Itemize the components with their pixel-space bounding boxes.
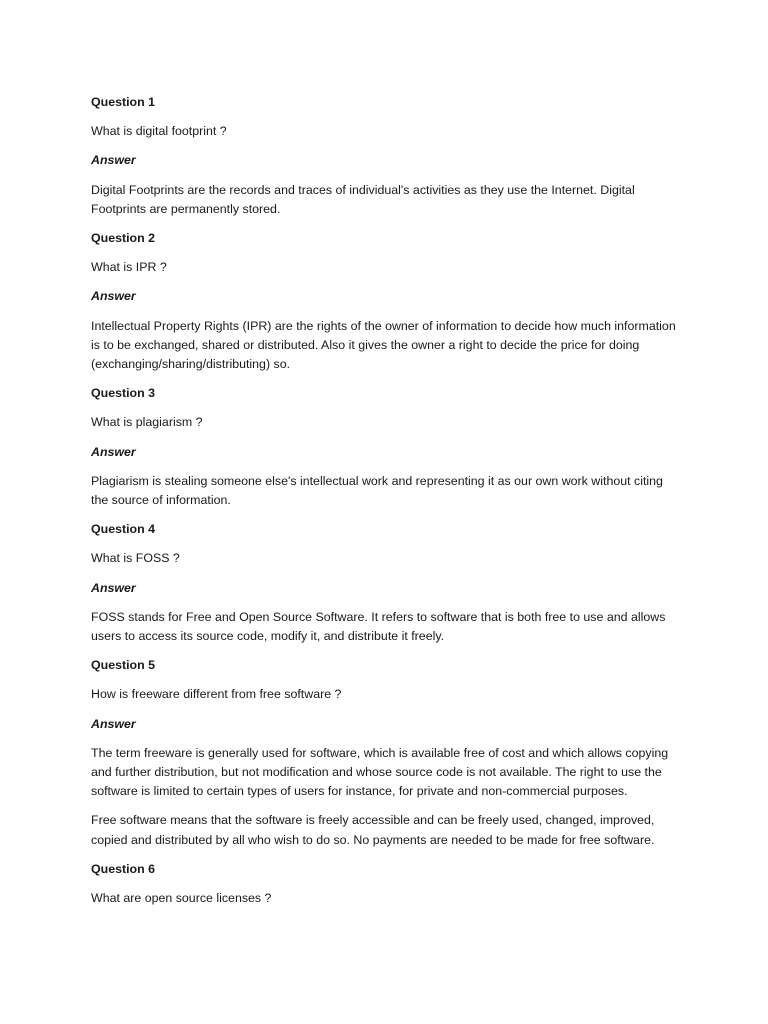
question-4-text: What is FOSS ? xyxy=(91,551,180,566)
answer-4-label: Answer xyxy=(91,580,136,595)
question-2-label: Question 2 xyxy=(91,231,156,246)
question-3-label: Question 3 xyxy=(91,386,156,401)
question-5-text: How is freeware different from free software ? xyxy=(91,687,342,702)
question-6-text: What are open source licenses ? xyxy=(91,891,272,906)
answer-4-text: FOSS stands for Free and Open Source Software. It refers to software that is both free to use and allows users to access its source code, modify it, and distribute it freely. xyxy=(91,609,666,644)
question-4-label: Question 4 xyxy=(91,522,156,537)
answer-5-text-paragraph-1: The term freeware is generally used for software, which is available free of cost and which allows copying and further distribution, but not modification and whose source code is not available. The right to use the software is limited to certain types of users for instance, for private and non-commercial purposes. xyxy=(91,745,669,799)
question-1-text: What is digital footprint ? xyxy=(91,124,227,139)
document-page xyxy=(91,93,681,918)
answer-3-text: Plagiarism is stealing someone else's intellectual work and representing it as our own work without citing the source of information. xyxy=(91,473,663,508)
question-2-text: What is IPR ? xyxy=(91,260,167,275)
question-6-label: Question 6 xyxy=(91,861,156,876)
answer-5-label: Answer xyxy=(91,716,136,731)
answer-3-label: Answer xyxy=(91,444,136,459)
answer-1-text: Digital Footprints are the records and traces of individual's activities as they use the Internet. Digital Footprints are permanently stored. xyxy=(91,182,635,216)
question-3-text: What is plagiarism ? xyxy=(91,415,203,430)
question-5-label: Question 5 xyxy=(91,658,156,673)
answer-1-label: Answer xyxy=(91,153,136,168)
answer-2-label: Answer xyxy=(91,289,136,304)
answer-2-text: Intellectual Property Rights (IPR) are the rights of the owner of information to decide how much information is to be exchanged, shared or distributed. Also it gives the owner a right to decide the price for doing (exchanging/sharing/distributing) so. xyxy=(91,318,676,372)
answer-5-text-paragraph-2: Free software means that the software is freely accessible and can be freely used, changed, improved, copied and distributed by all who wish to do so. No payments are needed to be made for free software. xyxy=(91,813,655,847)
question-1-label: Question 1 xyxy=(91,95,156,109)
